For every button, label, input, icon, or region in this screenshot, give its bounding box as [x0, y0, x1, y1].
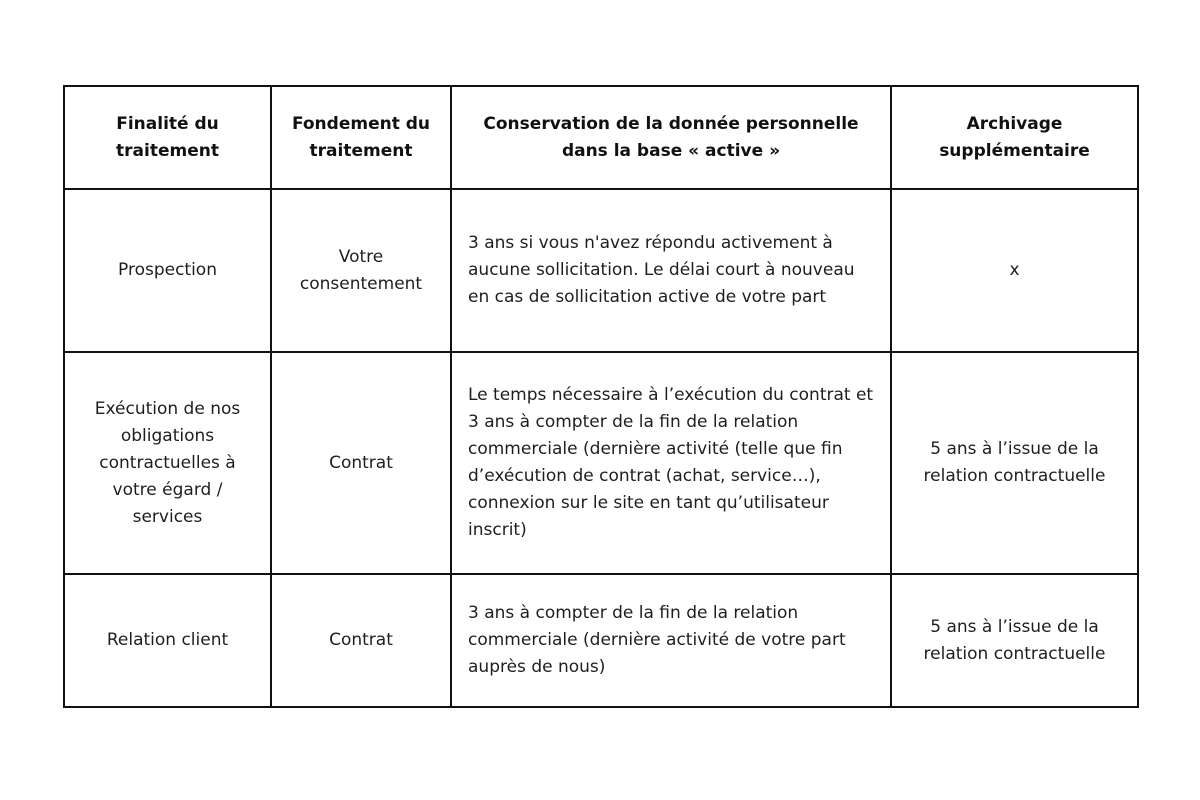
cell-finalite-text: Exécution de nos obligations contractuelles à votre égard / services — [94, 398, 241, 527]
header-archivage-text: Archivage supplémentaire — [939, 113, 1090, 161]
cell-conservation — [451, 189, 891, 352]
cell-fondement — [271, 574, 451, 707]
cell-archivage — [891, 352, 1138, 574]
cell-fondement-text: Contrat — [329, 452, 393, 473]
cell-finalite-text: Prospection — [118, 260, 217, 280]
header-finalite — [64, 86, 271, 189]
cell-fondement-text: Votre consentement — [299, 246, 423, 294]
cell-conservation — [451, 352, 891, 574]
cell-conservation — [451, 574, 891, 707]
header-archivage — [891, 86, 1138, 189]
cell-archivage-text: 5 ans à l’issue de la relation contractuelle — [923, 616, 1106, 664]
header-conservation — [451, 86, 891, 189]
header-fondement-text: Fondement du traitement — [291, 113, 431, 161]
cell-archivage — [891, 189, 1138, 352]
cell-archivage-text: 5 ans à l’issue de la relation contractuelle — [923, 439, 1106, 486]
cell-conservation-text: Le temps nécessaire à l’exécution du contrat et 3 ans à compter de la fin de la relation commerciale (dernière activité (telle que fin d’exécution de contrat (achat, service…), connexion sur le site en tant qu’utilisateur inscrit) — [468, 385, 874, 540]
header-fondement — [271, 86, 451, 189]
cell-archivage — [891, 574, 1138, 707]
header-finalite-text: Finalité du traitement — [116, 113, 219, 161]
table-header-row — [64, 86, 1138, 189]
cell-finalite — [64, 574, 271, 707]
cell-finalite — [64, 352, 271, 574]
table-row — [64, 189, 1138, 352]
cell-fondement-text: Contrat — [329, 630, 393, 650]
cell-conservation-text: 3 ans si vous n'avez répondu activement à aucune sollicitation. Le délai court à nouveau en cas de sollicitation active de votre part — [468, 233, 855, 307]
cell-archivage-text: x — [1009, 260, 1020, 280]
data-retention-table — [63, 85, 1139, 708]
table-row — [64, 352, 1138, 574]
cell-finalite-text: Relation client — [106, 630, 229, 650]
cell-fondement — [271, 352, 451, 574]
cell-conservation-text: 3 ans à compter de la fin de la relation commerciale (dernière activité de votre part auprès de nous) — [468, 603, 846, 677]
cell-fondement — [271, 189, 451, 352]
cell-finalite — [64, 189, 271, 352]
table-row — [64, 574, 1138, 707]
header-conservation-text: Conservation de la donnée personnelle dans la base « active » — [483, 113, 859, 161]
